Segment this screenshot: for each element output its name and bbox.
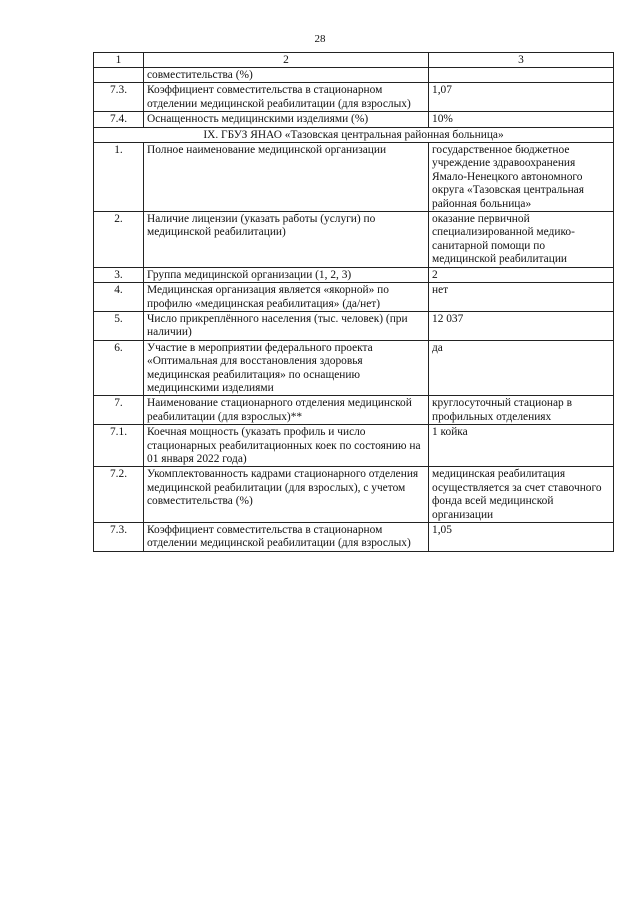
row-value: оказание первичной специализированной медико-санитарной помощи по медицинской реабилитации: [429, 212, 614, 268]
table-header-row: [94, 53, 614, 68]
table-row: [94, 311, 614, 340]
row-number: 6.: [94, 340, 144, 396]
row-indicator: Медицинская организация является «якорной» по профилю «медицинская реабилитация» (да/нет): [144, 283, 429, 312]
row-value: 10%: [429, 112, 614, 127]
row-number: 1.: [94, 143, 144, 212]
row-indicator: совместительства (%): [144, 68, 429, 83]
row-value: нет: [429, 283, 614, 312]
table-row: [94, 112, 614, 127]
document-table: [93, 52, 614, 552]
row-value: 1,07: [429, 83, 614, 112]
row-indicator: Наличие лицензии (указать работы (услуги) по медицинской реабилитации): [144, 212, 429, 268]
table-row: [94, 425, 614, 467]
table-row: [94, 68, 614, 83]
row-number: 7.3.: [94, 523, 144, 552]
table-row: [94, 467, 614, 523]
table-row: [94, 143, 614, 212]
row-indicator: Полное наименование медицинской организации: [144, 143, 429, 212]
table-row: [94, 396, 614, 425]
table-row: [94, 340, 614, 396]
row-indicator: Коэффициент совместительства в стационарном отделении медицинской реабилитации (для взрослых): [144, 523, 429, 552]
row-value: медицинская реабилитация осуществляется за счет ставочного фонда всей медицинской организации: [429, 467, 614, 523]
column-header-2: 2: [144, 53, 429, 68]
row-value: 1 койка: [429, 425, 614, 467]
table-row: [94, 283, 614, 312]
table-row: [94, 212, 614, 268]
row-value: 12 037: [429, 311, 614, 340]
table-row: [94, 523, 614, 552]
row-number: 4.: [94, 283, 144, 312]
table-row: [94, 267, 614, 282]
row-number: 7.4.: [94, 112, 144, 127]
row-value: 2: [429, 267, 614, 282]
row-indicator: Оснащенность медицинскими изделиями (%): [144, 112, 429, 127]
row-value: круглосуточный стационар в профильных отделениях: [429, 396, 614, 425]
row-number: 7.3.: [94, 83, 144, 112]
table-row: [94, 83, 614, 112]
row-number: 7.: [94, 396, 144, 425]
row-number: [94, 68, 144, 83]
section-header-row: [94, 127, 614, 142]
row-indicator: Группа медицинской организации (1, 2, 3): [144, 267, 429, 282]
column-header-1: 1: [94, 53, 144, 68]
row-indicator: Коэффициент совместительства в стационарном отделении медицинской реабилитации (для взрослых): [144, 83, 429, 112]
row-indicator: Укомплектованность кадрами стационарного отделения медицинской реабилитации (для взрослых), с учетом совместительства (%): [144, 467, 429, 523]
row-value: государственное бюджетное учреждение здравоохранения Ямало-Ненецкого автономного округа «Тазовская центральная районная больница»: [429, 143, 614, 212]
row-indicator: Число прикреплённого населения (тыс. человек) (при наличии): [144, 311, 429, 340]
row-number: 3.: [94, 267, 144, 282]
row-indicator: Коечная мощность (указать профиль и число стационарных реабилитационных коек по состоянию на 01 января 2022 года): [144, 425, 429, 467]
row-indicator: Участие в мероприятии федерального проекта «Оптимальная для восстановления здоровья медицинская реабилитация» по оснащению медицинскими изделиями: [144, 340, 429, 396]
row-number: 5.: [94, 311, 144, 340]
section-title: IX. ГБУЗ ЯНАО «Тазовская центральная районная больница»: [94, 127, 614, 142]
row-number: 7.2.: [94, 467, 144, 523]
page-number: 28: [314, 33, 326, 45]
row-number: 7.1.: [94, 425, 144, 467]
row-value: да: [429, 340, 614, 396]
row-value: 1,05: [429, 523, 614, 552]
row-indicator: Наименование стационарного отделения медицинской реабилитации (для взрослых)**: [144, 396, 429, 425]
column-header-3: 3: [429, 53, 614, 68]
row-value: [429, 68, 614, 83]
row-number: 2.: [94, 212, 144, 268]
